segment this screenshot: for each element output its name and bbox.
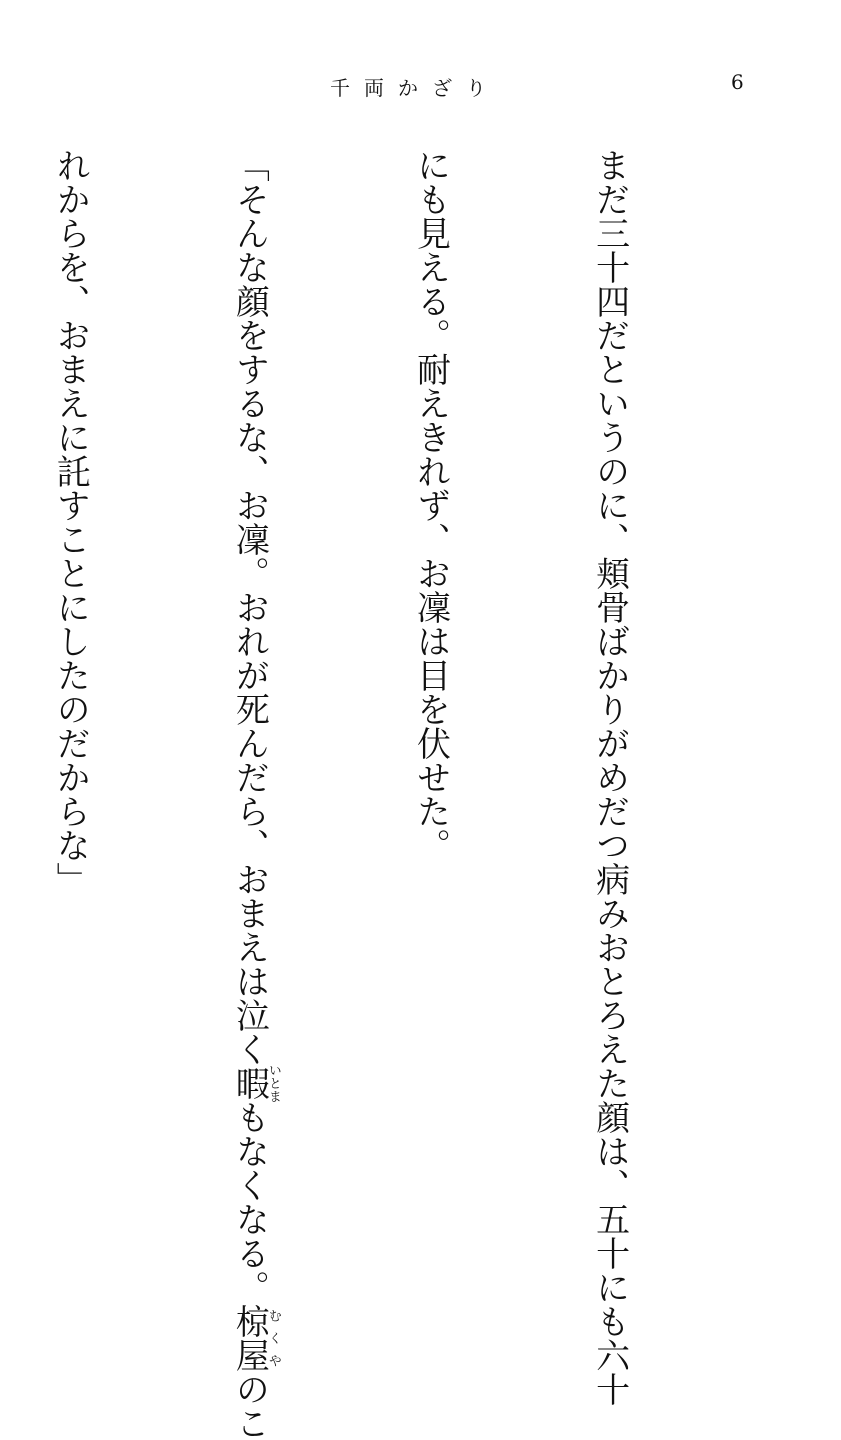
text-line: 「そんな顔をするな、お凜。おれが死んだら、おまえは泣く暇いとまもなくなる。椋屋むくやのこ xyxy=(229,148,281,1440)
page-number: 6 xyxy=(731,70,744,94)
text-line: まだ三十四だというのに、頬骨ばかりがめだつ病みおとろえた顔は、五十にも六十 xyxy=(589,148,630,1406)
text-line: にも見える。耐えきれず、お凜は目を伏せた。 xyxy=(410,148,451,862)
body-text xyxy=(50,148,758,1440)
ruby-reading: むくや xyxy=(265,1304,281,1372)
ruby-annotation: 椋屋むくや xyxy=(229,1304,281,1372)
ruby-annotation: 暇いとま xyxy=(229,1063,281,1103)
text-line: れからを、おまえに託すことにしたのだからな」 xyxy=(50,148,91,896)
ruby-reading: いとま xyxy=(265,1063,281,1103)
running-header-title: 千両かざり xyxy=(330,76,500,100)
